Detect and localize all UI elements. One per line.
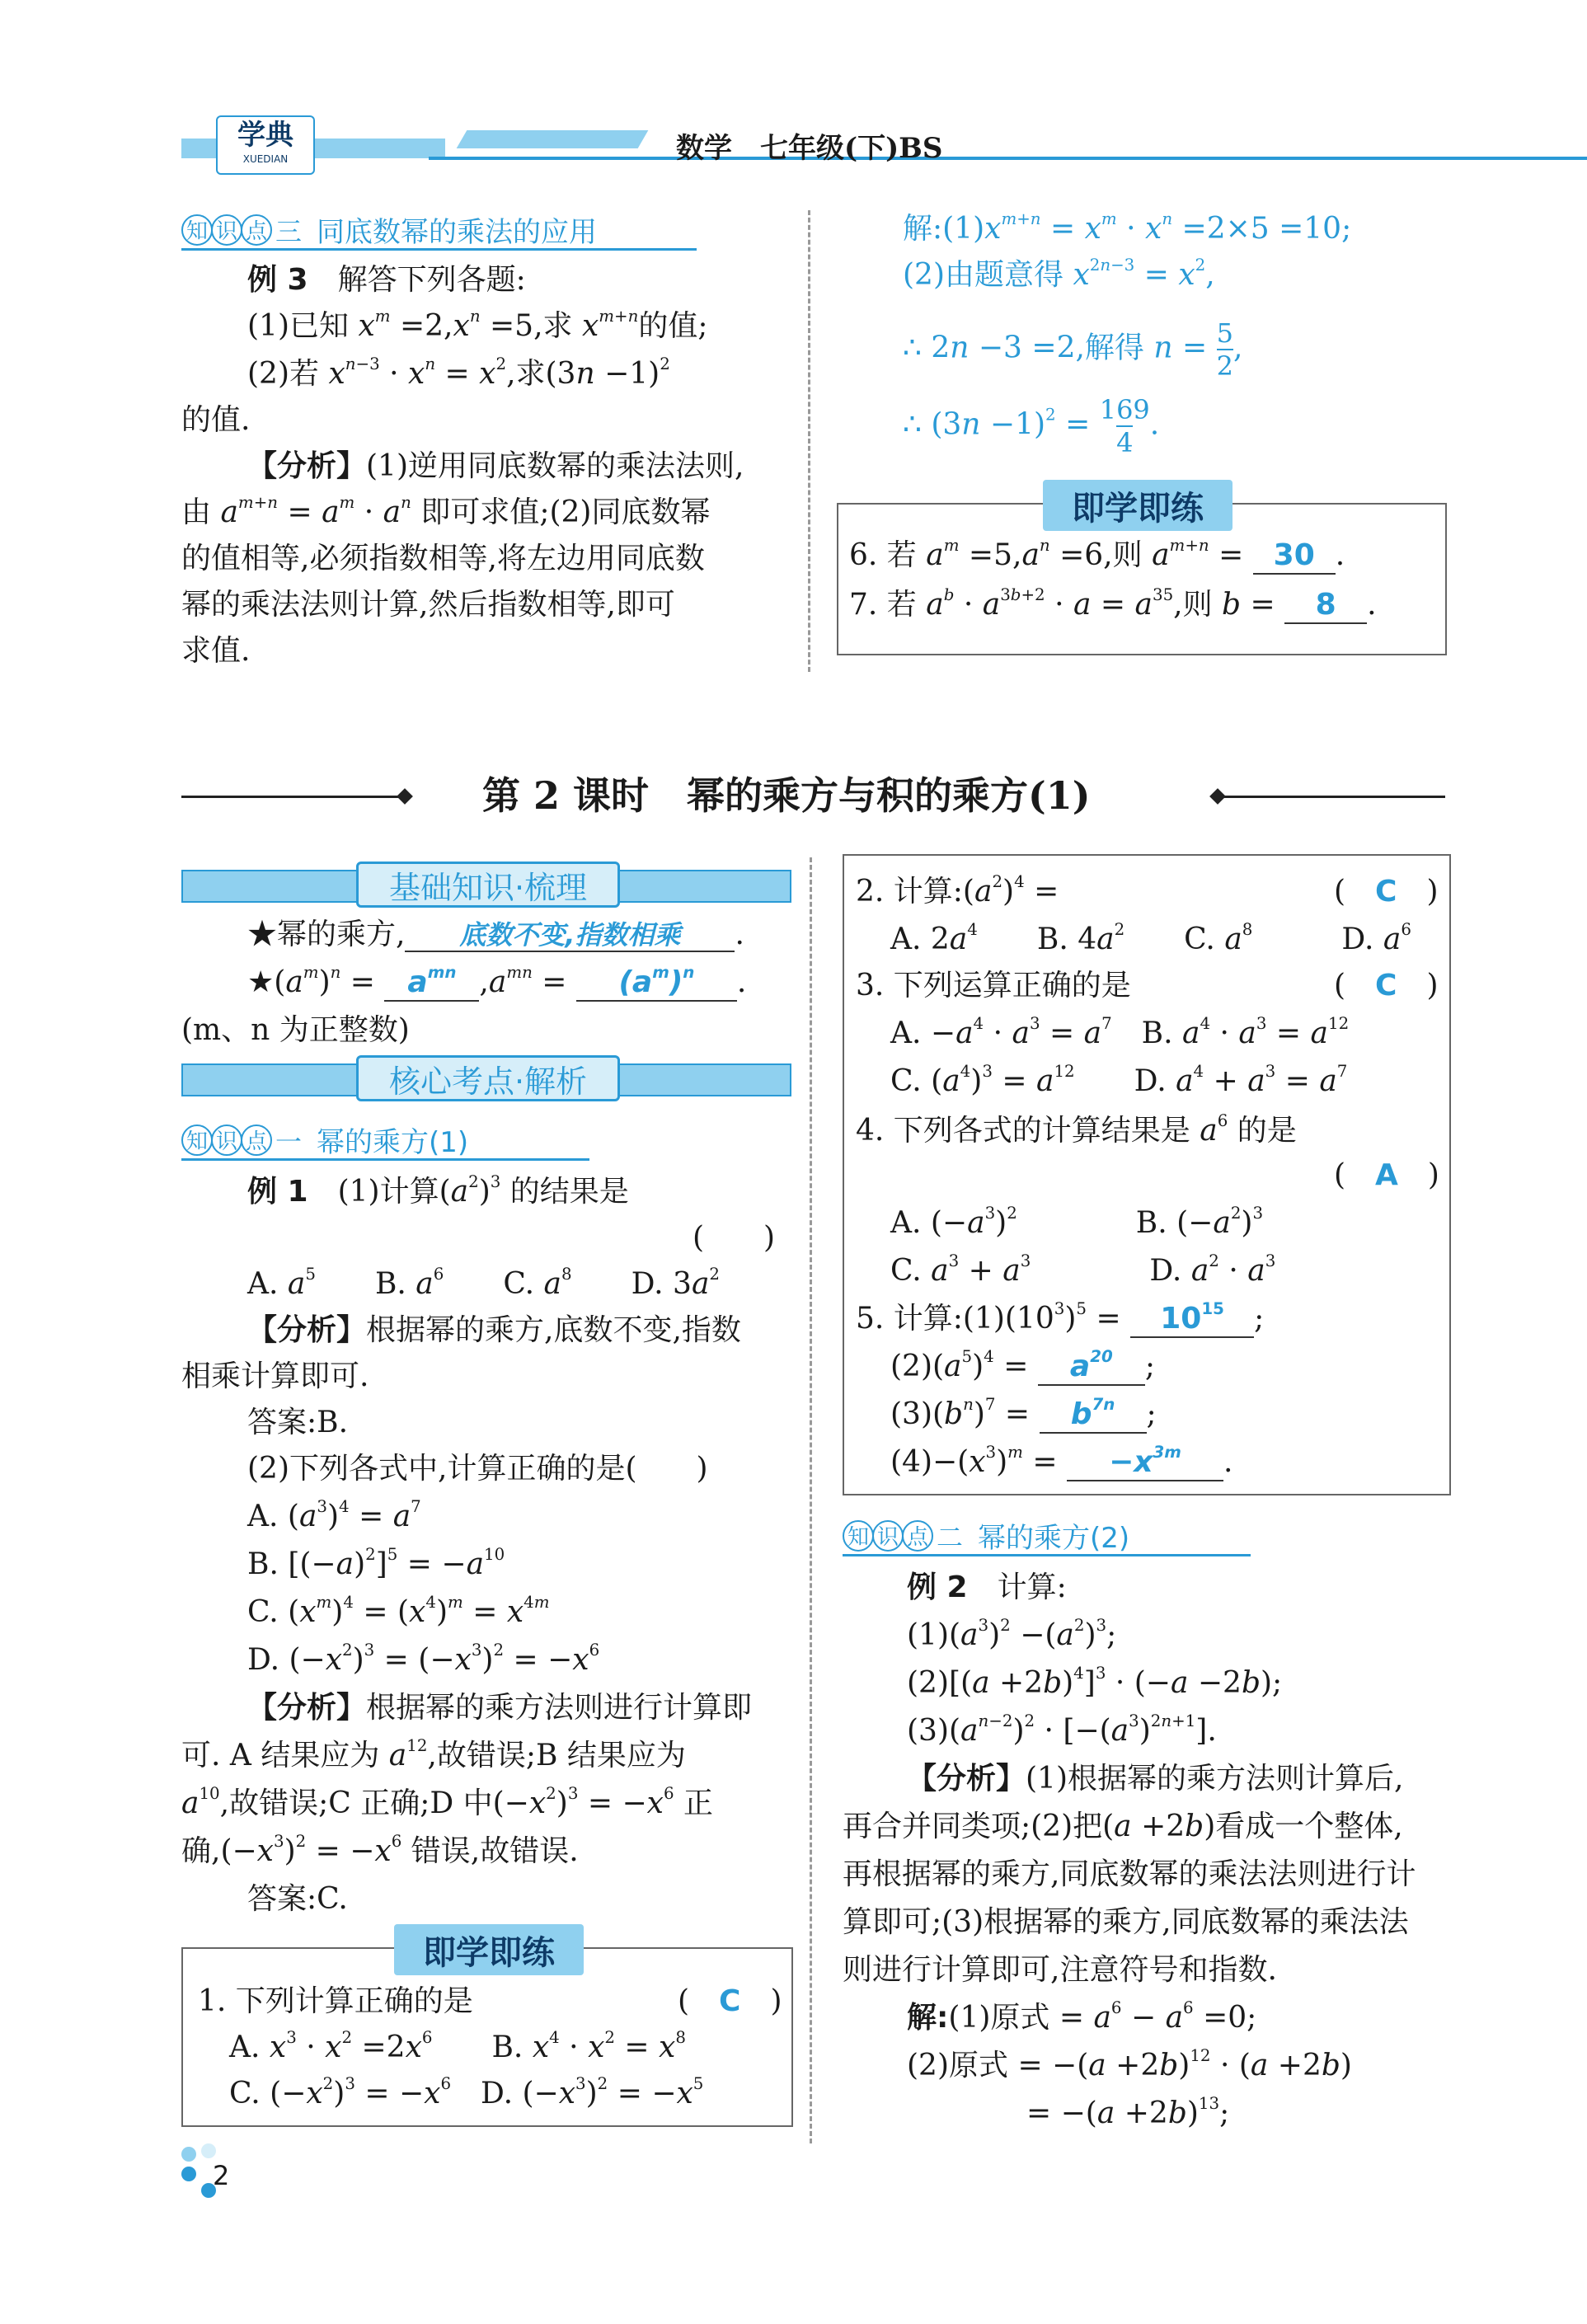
lesson-title: 第 2 课时 幂的乘方与积的乘方(1) (482, 773, 1091, 818)
kp-circle: 点 (902, 1520, 933, 1552)
kp-circle: 点 (241, 1124, 272, 1156)
logo-en: XUEDIAN (242, 153, 289, 165)
q3: 3. 下列运算正确的是 (856, 969, 1131, 1002)
solution-line-2: (2)由题意得 $x^{2n-3} = x^2$, (903, 256, 1215, 292)
kp-title: 同底数幂的乘法的应用 (317, 216, 598, 249)
column-divider-top (808, 210, 810, 672)
ex3-analysis-2: 由 $a^{m+n} = a^m \cdot a^n$ 即可求值;(2)同底数幂 (181, 493, 711, 529)
ex2-part1: $(1)(a^3)^2 -(a^2)^3$; (907, 1616, 1117, 1652)
ex1-answer-2: 答案:C. (247, 1882, 348, 1916)
kp-circle: 识 (211, 1124, 242, 1156)
kp-number: 一 (275, 1125, 303, 1157)
ex1-answer-1: 答案:B. (247, 1406, 349, 1439)
title-rule-right (1218, 796, 1445, 798)
example-1: 例 1 (1)计算$(a^2)^3$ 的结果是 (247, 1172, 629, 1209)
ex1-analysis2-1: 【分析】根据幂的乘方法则进行计算即 (247, 1691, 753, 1725)
q5-answer-4: $-x^{3m}$ (1067, 1444, 1223, 1481)
kp-circle: 识 (872, 1520, 904, 1552)
q2-options: A. $2a^4$ B. $4a^2$ C. $a^8$ D. $a^6$ (890, 920, 1411, 956)
practice-title: 即学即练 (1043, 480, 1233, 531)
q4-answer: A (1375, 1158, 1398, 1192)
q1-options-cd: C. $(-x^2)^3 = -x^6$ D. $(-x^3)^2 = -x^5$ (229, 2074, 704, 2110)
ex1-opt-d: D. $(-x^2)^3 = (-x^3)^2 = -x^6$ (247, 1641, 600, 1677)
q3-options-ab: A. $-a^4 \cdot a^3 = a^7$ B. $a^4 \cdot a^3 = a^{12}$ (890, 1014, 1350, 1050)
q5-1: 5. 计算$:(1)(10^3)^5 = 10^{15}$ ; (856, 1301, 1264, 1338)
q4-options-ab: A. $(-a^3)^2$ B. $(-a^2)^3$ (890, 1204, 1264, 1240)
ex1-analysis2-4: 确$,(-x^3)^2 = -x^6$ 错误,故错误. (181, 1832, 579, 1868)
q5-2: $(2)(a^5)^4 = a^{20}$ ; (890, 1349, 1155, 1386)
ex1-bracket: ( ) (693, 1221, 776, 1255)
ex1-analysis-1: 【分析】根据幂的乘方,底数不变,指数 (247, 1313, 741, 1347)
ex1-options: A. $a^5$ B. $a^6$ C. $a^8$ D. $3a^2$ (247, 1265, 721, 1301)
q2-bracket: ( C ) (1334, 875, 1439, 908)
q4-options-cd: C. $a^3 + a^3$ D. $a^2 \cdot a^3$ (890, 1251, 1276, 1288)
kp-number: 二 (937, 1521, 964, 1553)
ex2-analysis-5: 则进行计算即可,注意符号和指数. (843, 1953, 1277, 1987)
q2-answer: C (1375, 875, 1397, 908)
q5-4: $(4)-(x^3)^m = -x^{3m}$ . (890, 1444, 1233, 1481)
q1-bracket: ( C ) (678, 1984, 782, 2018)
kp-circle: 知 (181, 214, 213, 246)
q5-answer-1-exp: 15 (1201, 1299, 1224, 1319)
ex1-analysis-2: 相乘计算即可. (181, 1359, 369, 1393)
logo (216, 115, 315, 175)
q1-options-ab: A. $x^3 \cdot x^2 =2x^6$ B. $x^4 \cdot x^2 = x^8$ (229, 2028, 686, 2064)
ex2-analysis-1: 【分析】(1)根据幂的乘方法则计算后, (907, 1762, 1404, 1796)
ex1-opt-a: A. $(a^3)^4 = a^7$ (247, 1497, 421, 1533)
ex2-analysis-2: 再合并同类项;(2)把(a +2b)看成一个整体, (843, 1810, 1403, 1843)
ex2-analysis-3: 再根据幂的乘方,同底数幂的乘法法则进行计 (843, 1857, 1416, 1891)
column-divider-bottom (810, 857, 812, 2143)
practice-q7: 7. 若 $a^b \cdot a^{3b+2} \cdot a = a^{35}$,则 b = 8 . (849, 587, 1377, 624)
knowledge-point-1 (181, 1121, 589, 1161)
ex1-opt-b: B. $[(-a)^2]^5 = -a^{10}$ (247, 1545, 505, 1581)
ex1-opt-c: C. $(x^m)^4 = (x^4)^m = x^{4m}$ (247, 1593, 550, 1629)
ex1-analysis2-3: $a^{10}$,故错误;C 正确;D 中$(-x^2)^3 = -x^6$ 正 (181, 1784, 713, 1820)
ex2-part2: $(2)[(a +2b)^4]^3 \cdot (-a -2b)$; (907, 1664, 1283, 1700)
ex1-part2: (2)下列各式中,计算正确的是( ) (247, 1452, 708, 1486)
knowledge-point-2 (843, 1517, 1251, 1556)
q5-answer-2: $a^{20}$ (1038, 1349, 1145, 1386)
q5-answer-1: 10 (1160, 1302, 1202, 1336)
ex1-analysis2-2: 可. A 结果应为 $a^{12}$,故错误;B 结果应为 (181, 1736, 686, 1772)
ex3-part2-cont: 的值. (181, 403, 251, 437)
ex3-analysis-4: 幂的乘法法则计算,然后指数相等,即可 (181, 588, 675, 622)
ex3-analysis-1: 【分析】(1)逆用同底数幂的乘法法则, (247, 449, 744, 483)
knowledge-point-3 (181, 211, 697, 251)
kp-circle: 识 (211, 214, 242, 246)
power-rule-answer: 底数不变,指数相乘 (405, 919, 735, 952)
q5-answer-3: $b^{7n}$ (1040, 1397, 1147, 1434)
ex2-analysis-4: 算即可;(3)根据幂的乘方,同底数幂的乘法法 (843, 1905, 1409, 1939)
ex3-analysis-5: 求值. (181, 634, 251, 668)
ex2-part3: $(3)(a^{n-2})^2 \cdot [-(a^3)^{2n+1}]$. (907, 1711, 1217, 1748)
q7-answer: 8 (1284, 587, 1367, 624)
solution-line-1: 解$:(1)x^{m+n} = x^m \cdot x^n =2\times 5 =10$; (903, 209, 1352, 246)
logo-text: 学典 (237, 119, 293, 152)
q3-bracket: ( C ) (1334, 969, 1439, 1002)
q5-3: $(3)(b^n)^7 = b^{7n}$ ; (890, 1397, 1157, 1434)
q4-bracket: ( A ) (1334, 1158, 1439, 1192)
basic-band-label: 基础知识·梳理 (356, 862, 620, 908)
kp-circle: 知 (181, 1124, 213, 1156)
practice-title-bottom: 即学即练 (394, 1924, 584, 1975)
ex3-part1: (1)已知 $x^m =2,x^n =5$,求 $x^{m+n}$的值; (247, 307, 708, 343)
kp-title: 幂的乘方(2) (978, 1522, 1130, 1555)
header-subject: 数学 七年级(下)BS (676, 132, 943, 165)
q6-answer: 30 (1253, 538, 1336, 575)
kp-title: 幂的乘方(1) (317, 1126, 469, 1159)
power-rule-formula: $★(a^m)^n = a^{mn}$ $,a^{mn} = (a^m)^n$ . (247, 965, 746, 1002)
title-diamond-left (397, 788, 413, 805)
ex3-part2: (2)若 $x^{n-3} \cdot x^n = x^2$,求$(3n -1)^2$ (247, 354, 670, 391)
kp-number: 三 (275, 215, 303, 247)
q3-answer: C (1375, 969, 1397, 1002)
q3-options-cd: C. $(a^4)^3 = a^{12}$ D. $a^4 + a^3 = a^7$ (890, 1062, 1348, 1098)
example-2: 例 2 计算: (907, 1570, 1067, 1604)
kp-circle: 点 (241, 214, 272, 246)
ex3-analysis-3: 的值相等,必须指数相等,将左边用同底数 (181, 542, 705, 575)
ex2-solution-1: 解:(1)原式 = $a^6 - a^6 =0$; (907, 1998, 1257, 2035)
core-band-label: 核心考点·解析 (356, 1055, 620, 1101)
kp-circle: 知 (843, 1520, 874, 1552)
power-rule-line: ★幂的乘方, 底数不变,指数相乘 . (247, 918, 744, 951)
practice-q6: 6. 若 $a^m =5,a^n =6$,则 $a^{m+n} = 30$ . (849, 538, 1345, 575)
practice-q1: 1. 下列计算正确的是 (198, 1984, 473, 2018)
page-number: 2 (213, 2160, 230, 2191)
solution-line-3: ∴ 2n −3 =2,解得 n = $\frac{5}{2}$ , (903, 317, 1243, 383)
title-rule-left (181, 796, 404, 798)
q4: 4. 下列各式的计算结果是 $a^6$ 的是 (856, 1111, 1297, 1148)
q2: 2. 计算$:(a^2)^4$ = (856, 872, 1059, 908)
ex2-solution-3: = $-(a +2b)^{13}$; (1026, 2094, 1230, 2130)
q1-answer: C (719, 1984, 741, 2018)
solution-line-4: ∴ $(3n -1)^2$ = $\frac{169}{4}$ . (903, 394, 1160, 459)
ex2-solution-2: (2)原式 = $-(a +2b)^{12} \cdot (a +2b)$ (907, 2046, 1352, 2082)
basic-note: (m、n 为正整数) (181, 1013, 410, 1047)
example-3: 例 3 解答下列各题: (247, 263, 526, 297)
